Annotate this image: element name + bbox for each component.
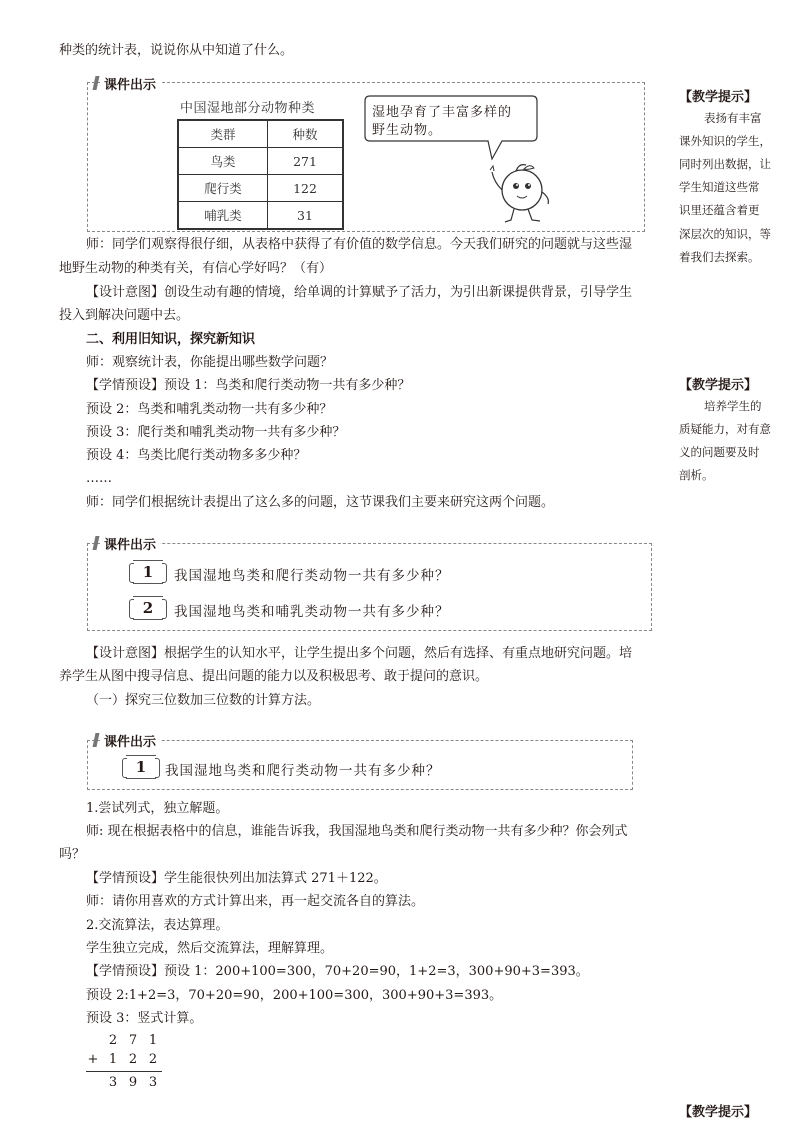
teaching-hint-line: 质疑能力，对有意 xyxy=(679,422,771,436)
teaching-hint-line: 着我们去探索。 xyxy=(679,250,760,264)
text-line: 预设 2:1+2=3，70+20=90，200+100=300，300+90+3=393。 xyxy=(86,988,503,1003)
text-line: 师: 现在根据表格中的信息，谁能告诉我，我国湿地鸟类和爬行类动物一共有多少种？你会列式 xyxy=(86,824,628,839)
question-text: 我国湿地鸟类和爬行类动物一共有多少种？ xyxy=(165,763,441,779)
teaching-hint-line: 识里还蕴含着更 xyxy=(679,203,760,217)
calc-digit: 1 xyxy=(148,1033,158,1048)
text-line: 投入到解决问题中去。 xyxy=(59,308,190,323)
cartoon-character-illustration xyxy=(486,160,566,228)
teaching-hint-line: 深层次的知识，等 xyxy=(679,227,771,241)
text-line: 2.交流算法，表达算理。 xyxy=(86,918,229,933)
table-cell: 爬行类 xyxy=(178,175,268,202)
calc-rule xyxy=(86,1071,162,1072)
teaching-hint-line: 义的问题要及时 xyxy=(679,445,760,459)
text-line: 地野生动物的种类有关，有信心学好吗？（有） xyxy=(59,261,333,276)
text-line: …… xyxy=(86,471,112,486)
calc-digit: 3 xyxy=(108,1075,118,1090)
text-line: 【设计意图】根据学生的认知水平，让学生提出多个问题，然后有选择、有重点地研究问题。培 xyxy=(86,646,633,661)
table-cell: 122 xyxy=(268,175,344,202)
table-header: 种数 xyxy=(268,120,344,148)
text-line: 师：观察统计表，你能提出哪些数学问题？ xyxy=(86,355,334,370)
calc-digit: 2 xyxy=(128,1052,138,1067)
courseware-label: 课件出示 xyxy=(100,731,160,750)
text-line: 吗？ xyxy=(59,847,86,862)
teaching-hint-line: 同时列出数据，让 xyxy=(679,157,771,171)
question-number-badge: 1 xyxy=(133,560,163,584)
text-line: 预设 2：鸟类和哺乳类动物一共有多少种？ xyxy=(86,402,333,417)
table-cell: 鸟类 xyxy=(178,148,268,175)
table-cell: 哺乳类 xyxy=(178,202,268,230)
text-line: 养学生从图中搜寻信息、提出问题的能力以及积极思考、敢于提问的意识。 xyxy=(59,669,489,684)
question-text: 我国湿地鸟类和爬行类动物一共有多少种？ xyxy=(174,568,450,584)
table-row xyxy=(178,175,343,202)
teaching-hint-title: 【教学提示】 xyxy=(679,1105,758,1120)
calc-digit: 1 xyxy=(108,1052,118,1067)
calc-digit: 2 xyxy=(108,1033,118,1048)
question-text: 我国湿地鸟类和哺乳类动物一共有多少种？ xyxy=(174,604,450,620)
text-line: 师：请你用喜欢的方式计算出来，再一起交流各自的算法。 xyxy=(86,894,425,909)
calc-digit: 9 xyxy=(128,1075,138,1090)
animal-species-table xyxy=(177,119,344,230)
text-line: 师：同学们根据统计表提出了这么多的问题，这节课我们主要来研究这两个问题。 xyxy=(86,495,555,510)
text-line: 学生独立完成，然后交流算法，理解算理。 xyxy=(86,941,334,956)
teaching-hint-line: 培养学生的 xyxy=(704,399,762,413)
question-number-badge: 1 xyxy=(126,755,156,779)
speech-text-line: 野生动物。 xyxy=(372,123,443,138)
courseware-label: 课件出示 xyxy=(100,534,160,553)
text-line: 种类的统计表，说说你从中知道了什么。 xyxy=(59,43,294,58)
text-line: 【学情预设】预设 1：鸟类和爬行类动物一共有多少种？ xyxy=(86,378,411,393)
text-line: 预设 4：鸟类比爬行类动物多多少种？ xyxy=(86,448,307,463)
text-line: （一）探究三位数加三位数的计算方法。 xyxy=(86,693,321,708)
text-line: 【学情预设】预设 1：200+100=300，70+20=90，1+2=3，300+90+3=393。 xyxy=(86,964,589,979)
teaching-hint-line: 剖析。 xyxy=(679,468,714,482)
text-line: 【学情预设】学生能很快列出加法算式 271＋122。 xyxy=(86,871,387,886)
calc-digit: 7 xyxy=(128,1033,138,1048)
section-heading: 二、利用旧知识，探究新知识 xyxy=(86,332,256,347)
text-line: 师：同学们观察得很仔细，从表格中获得了有价值的数学信息。今天我们研究的问题就与这些湿 xyxy=(86,237,633,252)
courseware-label: 课件出示 xyxy=(100,74,160,93)
table-cell: 271 xyxy=(268,148,344,175)
text-line: 【设计意图】创设生动有趣的情境，给单调的计算赋予了活力，为引出新课提供背景，引导学生 xyxy=(86,285,633,300)
table-header: 类群 xyxy=(178,120,268,148)
teaching-hint-line: 学生知道这些常 xyxy=(679,180,760,194)
table-cell: 31 xyxy=(268,202,344,230)
teaching-hint-title: 【教学提示】 xyxy=(679,378,758,393)
teaching-hint-line: 表扬有丰富 xyxy=(704,111,762,125)
text-line: 1.尝试列式，独立解题。 xyxy=(86,801,229,816)
calc-operator: + xyxy=(87,1052,99,1067)
question-number-badge: 2 xyxy=(133,596,163,620)
calc-digit: 3 xyxy=(148,1075,158,1090)
teaching-hint-title: 【教学提示】 xyxy=(679,90,758,105)
speech-text-line: 湿地孕育了丰富多样的 xyxy=(372,105,513,120)
text-line: 预设 3：爬行类和哺乳类动物一共有多少种？ xyxy=(86,425,346,440)
table-row xyxy=(178,202,343,230)
teaching-hint-line: 课外知识的学生， xyxy=(679,134,771,148)
calc-digit: 2 xyxy=(148,1052,158,1067)
table-row xyxy=(178,148,343,175)
text-line: 预设 3：竖式计算。 xyxy=(86,1011,203,1026)
table-title: 中国湿地部分动物种类 xyxy=(180,101,316,116)
